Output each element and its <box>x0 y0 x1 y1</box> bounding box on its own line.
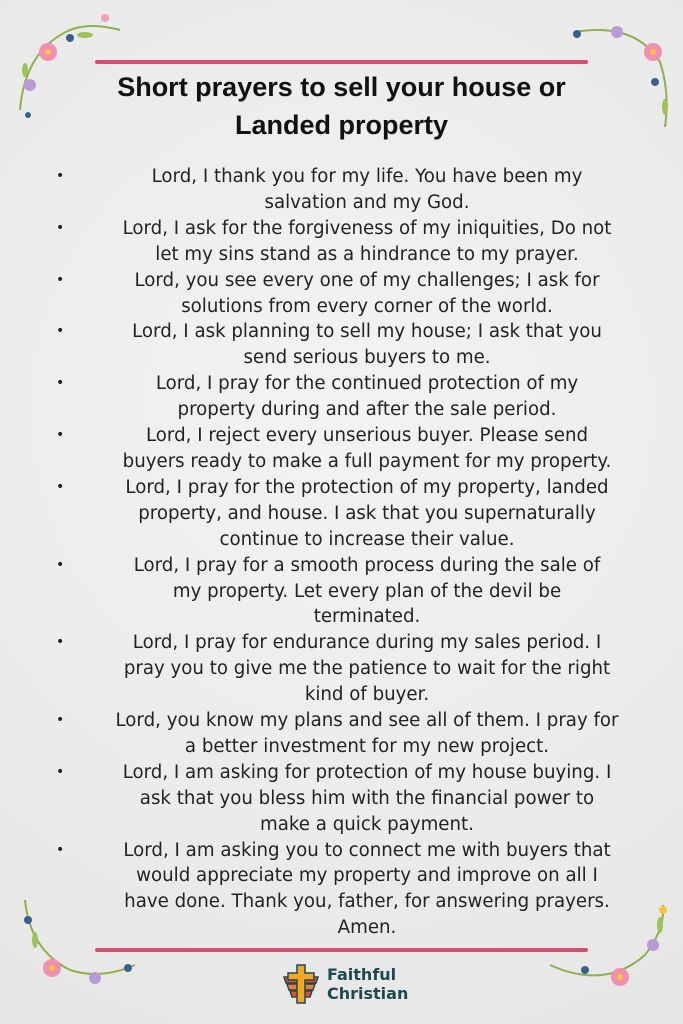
bottom-divider <box>95 948 588 952</box>
prayer-text-line: continue to increase their value. <box>219 528 515 550</box>
brand-name-line-2: Christian <box>327 984 409 1003</box>
page-title <box>80 68 603 144</box>
brand-logo <box>281 963 408 1005</box>
prayer-text-line: buyers ready to make a full payment for my property. <box>122 450 612 472</box>
prayer-text-line: solutions from every corner of the world. <box>181 295 553 317</box>
bullet-icon: • <box>56 271 65 288</box>
prayer-text-line: would appreciate my property and improve on all I <box>136 865 598 887</box>
prayer-item <box>52 164 660 216</box>
prayer-text-line: property during and after the sale period. <box>177 399 557 421</box>
prayer-text-line: salvation and my God. <box>264 191 470 213</box>
cross-wings-icon <box>281 963 321 1005</box>
bullet-icon: • <box>56 168 65 184</box>
prayer-text-line: Lord, I pray for endurance during my sales period. I <box>132 632 602 654</box>
bullet-icon: • <box>56 841 65 858</box>
prayer-text-line: pray you to give me the patience to wait for the right <box>123 658 611 680</box>
prayer-text-line: let my sins stand as a hindrance to my prayer. <box>155 243 579 265</box>
bullet-icon: • <box>56 375 65 392</box>
prayer-text-line: my property. Let every plan of the devil be <box>172 580 562 602</box>
prayer-item <box>52 708 660 760</box>
prayer-text-line: Lord, I pray for the continued protection of my <box>155 373 579 395</box>
bullet-icon: • <box>56 323 65 340</box>
title-line-1: Short prayers to sell your house or <box>117 72 566 102</box>
prayer-text-line: have done. Thank you, father, for answering prayers. <box>124 891 610 913</box>
prayer-text-line: Lord, I thank you for my life. You have been my <box>151 166 583 187</box>
prayer-text-line: Lord, you see every one of my challenges; I ask for <box>134 269 600 291</box>
prayer-item <box>52 838 660 942</box>
prayer-text-line: make a quick payment. <box>260 813 474 835</box>
top-divider <box>95 60 588 64</box>
prayer-text-line: send serious buyers to me. <box>243 347 491 369</box>
title-line-2: Landed property <box>234 110 449 140</box>
prayer-list <box>52 164 660 941</box>
prayer-text-line: Lord, I ask for the forgiveness of my iniquities, Do not <box>122 217 612 239</box>
prayer-text-line: ask that you bless him with the financial power to <box>139 787 595 809</box>
prayer-item <box>52 630 660 708</box>
prayer-item <box>52 268 660 320</box>
bullet-icon: • <box>56 219 65 236</box>
prayer-text-line: Lord, I pray for the protection of my property, landed <box>125 476 609 498</box>
bullet-icon: • <box>56 427 65 444</box>
prayer-text-line: Lord, I am asking you to connect me with buyers that <box>123 839 611 861</box>
prayer-text-line: terminated. <box>313 606 421 628</box>
prayer-text-line: a better investment for my new project. <box>184 735 550 757</box>
bullet-icon: • <box>56 556 65 573</box>
brand-name-line-1: Faithful <box>327 965 397 984</box>
prayer-item <box>52 371 660 423</box>
bullet-icon: • <box>56 763 65 780</box>
prayer-text-line: Lord, I am asking for protection of my house buying. I <box>122 761 612 783</box>
bullet-icon: • <box>56 712 65 729</box>
prayer-text-line: Amen. <box>337 917 397 939</box>
prayer-item <box>52 553 660 631</box>
bullet-icon: • <box>56 478 65 495</box>
prayer-item <box>52 423 660 475</box>
prayer-item <box>52 319 660 371</box>
prayer-text-line: kind of buyer. <box>304 684 430 706</box>
prayer-text-line: Lord, I reject every unserious buyer. Please send <box>145 425 589 447</box>
prayer-text-line: property, and house. I ask that you supernaturally <box>138 502 596 524</box>
prayer-text-line: Lord, I ask planning to sell my house; I ask that you <box>132 321 602 343</box>
prayer-item <box>52 760 660 838</box>
prayer-text-line: Lord, I pray for a smooth process during the sale of <box>133 554 601 576</box>
bullet-icon: • <box>56 634 65 651</box>
prayer-item <box>52 216 660 268</box>
prayer-text-line: Lord, you know my plans and see all of them. I pray for <box>115 710 619 732</box>
prayer-item <box>52 475 660 553</box>
